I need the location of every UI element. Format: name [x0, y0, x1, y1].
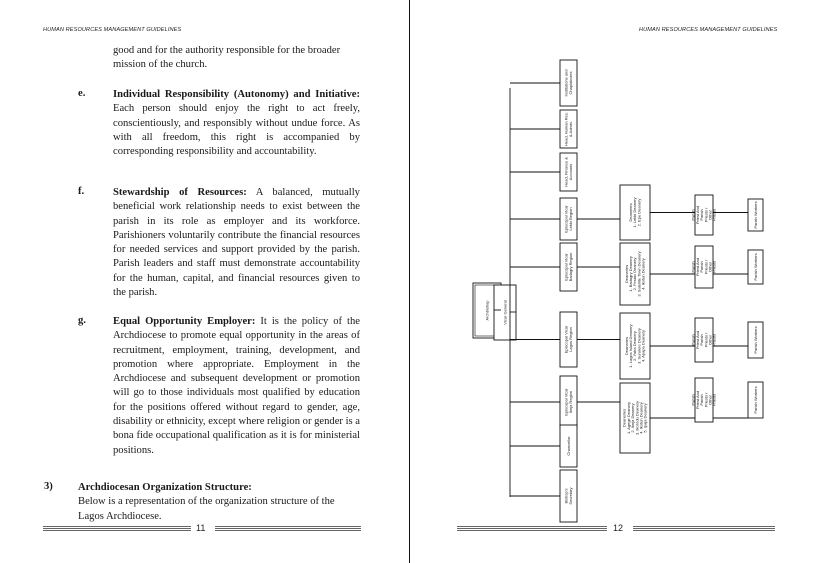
office-box: [560, 425, 577, 467]
svg-text:ParishPriest AndParishPriests: ParishPriest AndParishPriests /OtherPriests: [690, 257, 717, 277]
footer-rule: [457, 526, 607, 532]
deanery-box: [620, 313, 650, 379]
section-body: Below is a representation of the organization structure of the Lagos Archdiocese.: [78, 496, 335, 522]
item-marker-f: f.: [78, 186, 85, 197]
office-box: [560, 110, 577, 148]
svg-text:Deaneries1. Lekki Deanery2. Ep: Deaneries1. Lekki Deanery2. Epe Deanery: [627, 197, 642, 228]
svg-text:Episcopal VicarIkeja Region: Episcopal VicarIkeja Region: [563, 388, 574, 416]
org-chart: [410, 0, 817, 563]
deanery-box: [620, 185, 650, 240]
svg-text:ParishPriest AndParishPriests: ParishPriest AndParishPriests /OtherPriests: [690, 390, 717, 410]
svg-text:Head, Human Res.& Admin.: Head, Human Res.& Admin.: [563, 111, 574, 147]
svg-text:Parish Workers: Parish Workers: [752, 326, 758, 354]
parish-workers-box: [748, 322, 763, 358]
parish-workers-box: [748, 199, 763, 231]
right-page: [410, 0, 817, 563]
section-number: 3): [44, 481, 53, 492]
svg-text:Episcopal VicarLagos Region: Episcopal VicarLagos Region: [563, 325, 574, 354]
svg-text:Bishop'sSecretary: Bishop'sSecretary: [563, 487, 574, 505]
svg-text:ParishPriest AndParishPriests: ParishPriest AndParishPriests /OtherPriests: [690, 205, 717, 225]
item-marker-g: g.: [78, 315, 86, 326]
office-box: [560, 243, 577, 291]
office-box: [560, 60, 577, 106]
footer-rule: [43, 526, 191, 532]
svg-text:Parish Workers: Parish Workers: [752, 386, 758, 414]
svg-text:Head, Finance &Accounts: Head, Finance &Accounts: [563, 157, 574, 187]
section: [78, 481, 368, 524]
svg-text:Chancellor: Chancellor: [565, 436, 571, 456]
deanery-box: [620, 383, 650, 453]
item-g: [113, 315, 360, 458]
footer-rule: [215, 526, 361, 532]
svg-text:Institutions andChaplaincies: Institutions andChaplaincies: [563, 69, 574, 97]
item-e: [113, 88, 360, 159]
parish-workers-box: [748, 250, 763, 284]
item-title: Equal Opportunity Employer:: [113, 316, 256, 327]
office-box: [560, 470, 577, 522]
vicar-general-box: [494, 285, 516, 340]
item-title: Stewardship of Resources:: [113, 187, 247, 198]
item-f: [113, 186, 360, 300]
office-box: [560, 153, 577, 191]
section-title: Archdiocesan Organization Structure:: [78, 482, 252, 493]
svg-text:Archbishop: Archbishop: [484, 300, 490, 321]
svg-text:Parish Workers: Parish Workers: [752, 253, 758, 281]
running-header: HUMAN RESOURCES MANAGEMENT GUIDELINES: [43, 27, 182, 33]
svg-text:Episcopal VicarLekki Region: Episcopal VicarLekki Region: [563, 205, 574, 233]
item-body: A balanced, mutually beneficial work relationship needs to exist between the parish in its role as employer and its workforce. Parishioners voluntarily contribute the financial resources for needed services and support provided by the parish. Parish leaders and staff must demonstrate accountability for the human, capital, and financial resources given to the parish.: [113, 187, 360, 299]
svg-text:Deaneries1. Badagry Deanery2.: Deaneries1. Badagry Deanery2. Festac Deanery3. Satellite Town Deanery4. Ikotun Deanery: [623, 251, 646, 297]
continuation-line: mission of the church.: [113, 59, 208, 71]
parish-priest-box: [691, 378, 717, 422]
deanery-box: [620, 243, 650, 305]
running-header: HUMAN RESOURCES MANAGEMENT GUIDELINES: [639, 27, 778, 33]
item-body: Each person should enjoy the right to act freely, conscientiously, and responsibly without undue force. As with all freedom, this right is accompanied by corresponding responsibility and accountability.: [113, 103, 360, 158]
svg-text:Parish Workers: Parish Workers: [752, 201, 758, 229]
continuation-text: [113, 44, 360, 73]
page-footer: [457, 523, 775, 535]
svg-text:Episcopal VicarBadagry Region: Episcopal VicarBadagry Region: [563, 252, 574, 282]
footer-rule: [633, 526, 775, 532]
office-box: [560, 198, 577, 240]
parish-priest-box: [691, 195, 717, 235]
office-box: [560, 376, 577, 428]
svg-text:Vicar General: Vicar General: [502, 300, 508, 325]
parish-priest-box: [691, 318, 717, 362]
item-marker-e: e.: [78, 88, 86, 99]
continuation-line: good and for the authority responsible for the broader: [113, 45, 341, 56]
svg-text:Deaneries1. Lagos Island Deane: Deaneries1. Lagos Island Deanery2. Yaba Deanery3. Surulere Deanery4. Apapa Deanery: [623, 324, 646, 368]
item-title: Individual Responsibility (Autonomy) and Initiative:: [113, 89, 360, 100]
item-body: It is the policy of the Archdiocese to promote equal opportunity in the areas of recruitment, employment, training, development, and promotion where appropriate. Employment in the Archdiocese and subsequent development or promotion will go to those individuals most qualified by education for the positions offered without regard to gender, age, disability or ethnicity, except where religion or gender is a bona fide occupational qualification as it is for ministerial positions.: [113, 316, 361, 456]
office-box: [560, 312, 577, 367]
parish-priest-box: [691, 246, 717, 288]
svg-text:ParishPriest AndParishPriests: ParishPriest AndParishPriests /OtherPriests: [690, 330, 717, 350]
svg-text:Deaneries1. Agege Deanery2. Ik: Deaneries1. Agege Deanery2. Ikeja Deanery3. Ikorodu Deanery4. Ikotun Deanery5. Ipaja Deanery: [621, 400, 648, 436]
parish-workers-box: [748, 382, 763, 418]
page-number: 11: [196, 523, 206, 533]
page-number: 12: [613, 523, 624, 533]
page-footer: [43, 523, 361, 535]
